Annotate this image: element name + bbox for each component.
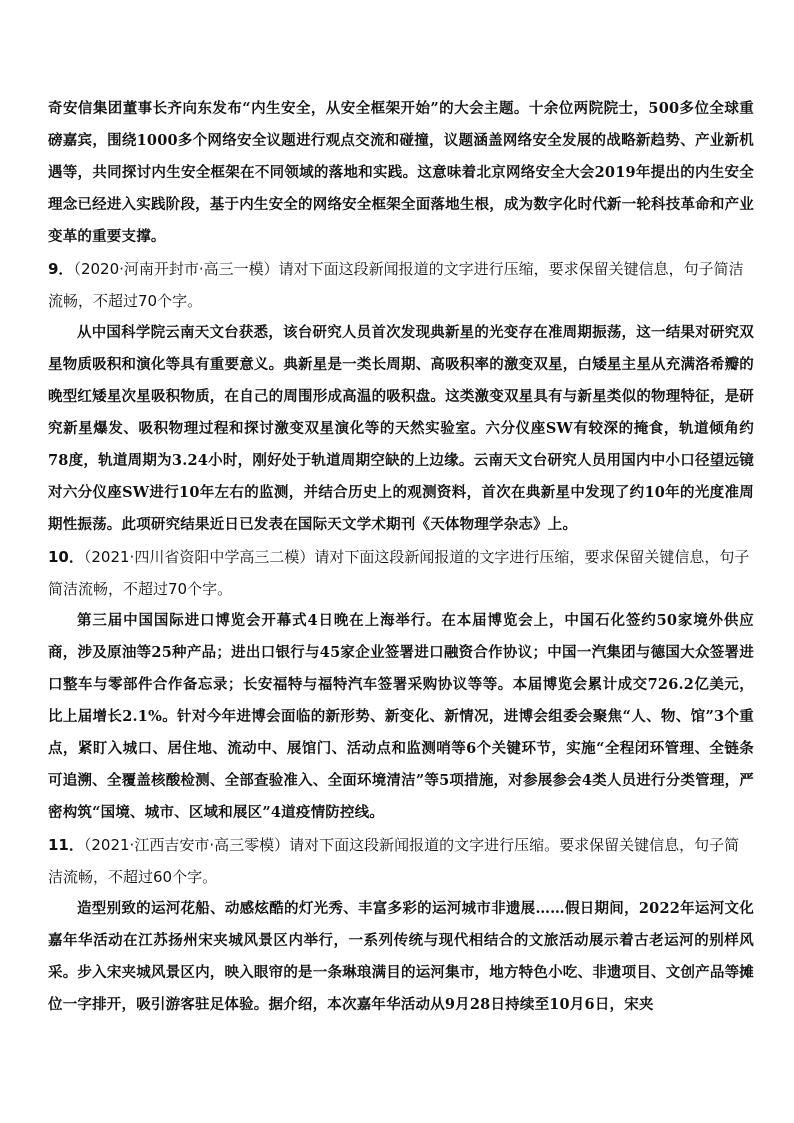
question-text: （2020·河南开封市·高三一模）请对下面这段新闻报道的文字进行压缩，要求保留关键信息，句子简洁流畅，不超过70个字。 [48,260,744,310]
question-prompt [48,541,754,605]
question-11 [48,829,754,1021]
question-number: 11． [48,836,84,854]
question-10 [48,541,754,829]
question-prompt [48,829,754,893]
question-text: （2021·江西吉安市·高三零模）请对下面这段新闻报道的文字进行压缩。要求保留关键信息，句子简洁流畅，不超过60个字。 [48,836,740,886]
question-text: （2021·四川省资阳中学高三二模）请对下面这段新闻报道的文字进行压缩，要求保留关键信息，句子简洁流畅，不超过70个字。 [48,548,750,598]
passage-text: 奇安信集团董事长齐向东发布“内生安全，从安全框架开始”的大会主题。十余位两院院士，500多位全球重磅嘉宾，围绕1000多个网络安全议题进行观点交流和碰撞，议题涵盖网络安全发展的战略新趋势、产业新机遇等，共同探讨内生安全框架在不同领域的落地和实践。这意味着北京网络安全大会2019年提出的内生安全理念已经进入实践阶段，基于内生安全的网络安全框架全面落地生根，成为数字化时代新一轮科技革命和产业变革的重要支撑。 [48,100,754,245]
passage-text: 第三届中国国际进口博览会开幕式4日晚在上海举行。在本届博览会上，中国石化签约50家境外供应商，涉及原油等25种产品；进出口银行与45家企业签署进口融资合作协议；中国一汽集团与德国大众签署进口整车与零部件合作备忘录；长安福特与福特汽车签署采购协议等等。本届博览会累计成交726.2亿美元，比上届增长2.1%。针对今年进博会面临的新形势、新变化、新情况，进博会组委会聚焦“人、物、馆”3个重点，紧盯入城口、居住地、流动中、展馆门、活动点和监测哨等6个关键环节，实施“全程闭环管理、全链条可追溯、全覆盖核酸检测、全部查验准入、全面环境清洁”等5项措施，对参展参会4类人员进行分类管理，严密构筑“国境、城市、区域和展区”4道疫情防控线。 [48,612,754,821]
passage-text: 从中国科学院云南天文台获悉，该台研究人员首次发现典新星的光变存在准周期振荡，这一结果对研究双星物质吸积和演化等具有重要意义。典新星是一类长周期、高吸积率的激变双星，白矮星主星从充满洛希瓣的晚型红矮星次星吸积物质，在自己的周围形成高温的吸积盘。这类激变双星具有与新星类似的物理特征，是研究新星爆发、吸积物理过程和探讨激变双星演化等的天然实验室。六分仪座SW有较深的掩食，轨道倾角约78度，轨道周期为3.24小时，刚好处于轨道周期空缺的上边缘。云南天文台研究人员用国内中小口径望远镜对六分仪座SW进行10年左右的监测，并结合历史上的观测资料，首次在典新星中发现了约10年的光度准周期性振荡。此项研究结果近日已发表在国际天文学术期刊《天体物理学杂志》上。 [48,324,754,533]
question-number: 10． [48,548,84,566]
passage-text: 造型别致的运河花船、动感炫酷的灯光秀、丰富多彩的运河城市非遗展……假日期间，2022年运河文化嘉年华活动在江苏扬州宋夹城风景区内举行，一系列传统与现代相结合的文旅活动展示着古老运河的别样风采。步入宋夹城风景区内，映入眼帘的是一条琳琅满目的运河集市，地方特色小吃、非遗项目、文创产品等摊位一字排开，吸引游客驻足体验。据介绍，本次嘉年华活动从9月28日持续至10月6日，宋夹 [48,900,754,1013]
question-9 [48,253,754,541]
question-number: 9． [48,260,74,278]
question-prompt [48,253,754,317]
passage-8-continuation [48,93,754,253]
